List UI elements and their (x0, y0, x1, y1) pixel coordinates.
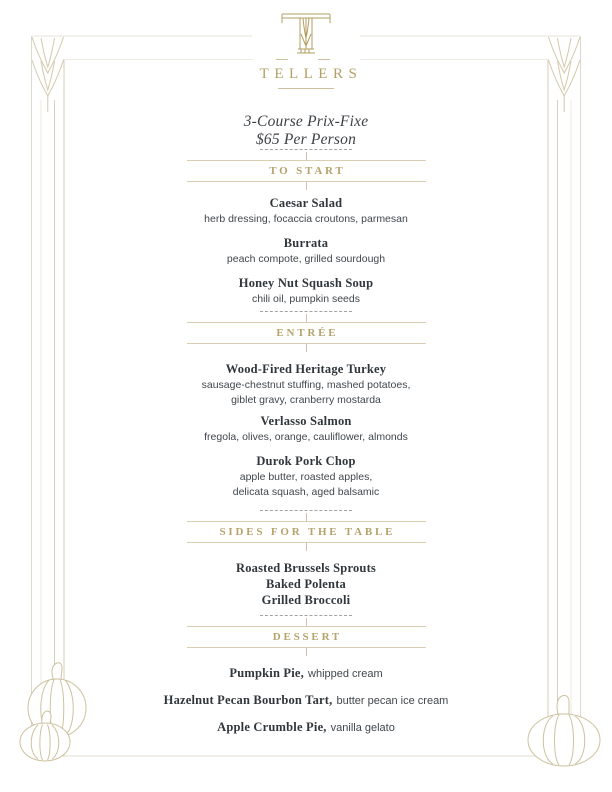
item-description: butter pecan ice cream (336, 695, 449, 707)
header-tick-bottom (306, 648, 307, 656)
section-title: DESSERT (272, 631, 343, 643)
item-name: Roasted Brussels Sprouts (235, 561, 376, 575)
header-tick-top (306, 513, 307, 521)
prix-fixe-intro (0, 113, 612, 149)
item-name: Baked Polenta (265, 577, 347, 591)
header-tick-top (306, 152, 307, 160)
header-dash-ornament (260, 510, 352, 511)
item-description: whipped cream (308, 668, 383, 680)
item-name: Caesar Salad (269, 196, 343, 210)
section-header-to-start (0, 149, 612, 190)
item-name: Wood-Fired Heritage Turkey (225, 362, 387, 376)
item-description: vanilla gelato (330, 722, 395, 734)
item-description: sausage-chestnut stuffing, mashed potatoes, (201, 379, 411, 391)
menu-item-wood-fired-heritage-turkey (0, 362, 612, 406)
item-name: Honey Nut Squash Soup (238, 276, 374, 290)
logo-underline (278, 88, 334, 89)
sides-list (0, 560, 612, 608)
item-name: Hazelnut Pecan Bourbon Tart, (163, 693, 333, 707)
item-description: giblet gravy, cranberry mostarda (231, 393, 381, 406)
intro-line-1: 3-Course Prix-Fixe (243, 113, 369, 130)
intro-line-2: $65 Per Person (255, 131, 357, 148)
section-header-sides (0, 510, 612, 551)
section-header-dessert (0, 615, 612, 656)
section-title: ENTRÉE (276, 327, 339, 339)
menu-item-pumpkin-pie (0, 664, 612, 682)
menu-item-honey-nut-squash-soup (0, 276, 612, 306)
item-name: Apple Crumble Pie, (217, 720, 327, 734)
item-description: delicata squash, aged balsamic (232, 485, 380, 498)
item-description: chili oil, pumpkin seeds (252, 293, 360, 305)
item-description: herb dressing, focaccia croutons, parmesan (204, 213, 408, 225)
header-dash-ornament (260, 311, 352, 312)
item-name: Verlasso Salmon (260, 414, 352, 428)
header-dash-ornament (260, 615, 352, 616)
menu-item-caesar-salad (0, 196, 612, 226)
item-name: Burrata (283, 236, 329, 250)
section-header-entree (0, 311, 612, 352)
menu-item-verlasso-salmon (0, 414, 612, 444)
logo-wordmark: TELLERS (259, 66, 363, 82)
header-dash-ornament (260, 149, 352, 150)
header-tick-bottom (306, 182, 307, 190)
header-tick-bottom (306, 543, 307, 551)
item-name: Grilled Broccoli (261, 593, 351, 607)
menu-item-durok-pork-chop (0, 454, 612, 498)
item-description: fregola, olives, orange, cauliflower, almonds (204, 431, 408, 443)
header-tick-top (306, 618, 307, 626)
header-tick-bottom (306, 344, 307, 352)
menu-item-apple-crumble-pie (0, 718, 612, 736)
section-title: TO START (269, 165, 346, 177)
header-tick-top (306, 314, 307, 322)
item-description: apple butter, roasted apples, (239, 471, 373, 483)
menu-item-hazelnut-pecan-bourbon-tart (0, 691, 612, 709)
item-name: Pumpkin Pie, (229, 666, 305, 680)
menu-item-burrata (0, 236, 612, 266)
tellers-t-monogram-icon (278, 8, 334, 62)
item-description: peach compote, grilled sourdough (226, 253, 386, 265)
item-name: Durok Pork Chop (256, 454, 356, 468)
section-title: SIDES FOR THE TABLE (219, 526, 396, 538)
